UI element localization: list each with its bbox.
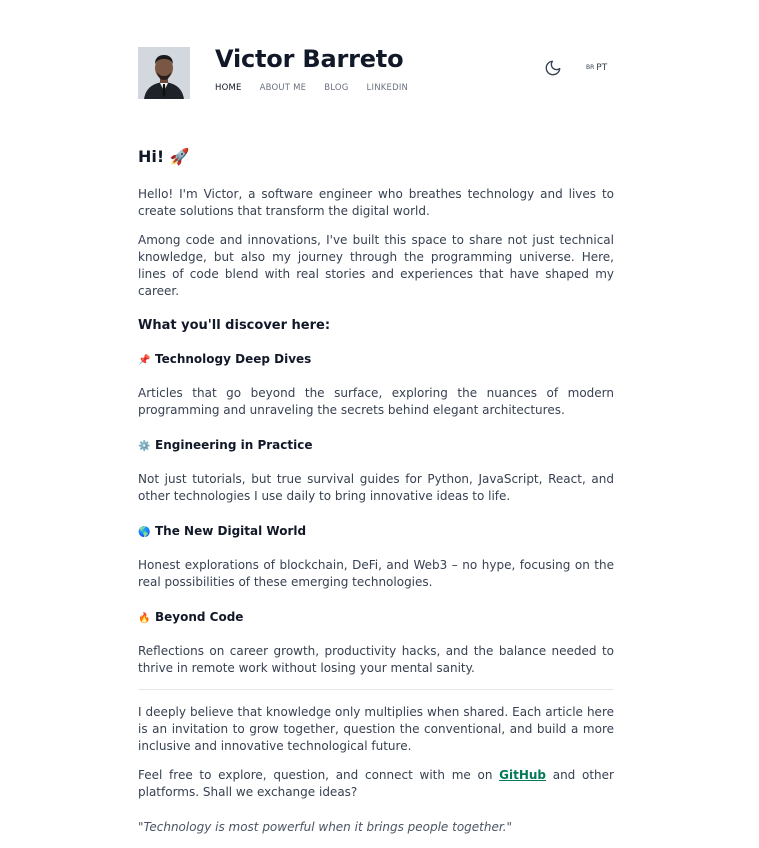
intro-paragraph-2: Among code and innovations, I've built this space to share not just technical knowledge, but also my journey through the programming universe. Here, lines of code blend with real stories and experiences that have shaped my career.: [138, 233, 614, 298]
section-heading-engineering: ⚙️ Engineering in Practice: [138, 438, 313, 452]
site-header: [138, 47, 614, 101]
main-nav: [215, 83, 408, 93]
section-heading-digital-world: 🌎 The New Digital World: [138, 524, 307, 538]
section-heading-beyond-code: 🔥 Beyond Code: [138, 610, 244, 624]
discover-heading: What you'll discover here:: [138, 318, 331, 333]
language-switcher[interactable]: [586, 63, 607, 73]
nav-home[interactable]: HOME: [215, 83, 242, 93]
gear-icon: ⚙️: [138, 441, 151, 452]
github-link[interactable]: GitHub: [499, 768, 547, 782]
site-title[interactable]: Victor Barreto: [215, 45, 404, 73]
greeting-heading: Hi! 🚀: [138, 147, 190, 166]
moon-icon: [544, 59, 562, 77]
intro-paragraph-1: Hello! I'm Victor, a software engineer who breathes technology and lives to create solutions that transform the digital world.: [138, 187, 614, 218]
pushpin-icon: 📌: [138, 355, 151, 366]
profile-photo: [138, 47, 190, 99]
fire-icon: 🔥: [138, 613, 151, 624]
theme-toggle-button[interactable]: [544, 59, 562, 77]
closing-quote: "Technology is most powerful when it brings people together.": [138, 820, 513, 834]
section-text-digital-world: Honest explorations of blockchain, DeFi, and Web3 – no hype, focusing on the real possibilities of these emerging technologies.: [138, 558, 614, 589]
nav-about-me[interactable]: ABOUT ME: [259, 83, 307, 93]
section-text-tech: Articles that go beyond the surface, exploring the nuances of modern programming and unraveling the secrets behind elegant architectures.: [138, 386, 614, 417]
closing-paragraph-2: Feel free to explore, question, and connect with me on GitHub and other platforms. Shall we exchange ideas?: [138, 768, 614, 799]
nav-blog[interactable]: BLOG: [324, 83, 349, 93]
globe-icon: 🌎: [138, 527, 151, 538]
avatar[interactable]: [138, 47, 190, 99]
section-heading-tech: 📌 Technology Deep Dives: [138, 352, 312, 366]
section-text-beyond-code: Reflections on career growth, productivity hacks, and the balance needed to thrive in remote work without losing your mental sanity.: [138, 644, 614, 675]
flag-br-icon: BR: [586, 64, 595, 71]
article-content: [138, 147, 614, 848]
nav-linkedin[interactable]: LINKEDIN: [366, 83, 409, 93]
language-label: PT: [596, 63, 608, 73]
divider: [138, 689, 614, 690]
closing-paragraph-1: I deeply believe that knowledge only multiplies when shared. Each article here is an invitation to grow together, question the conventional, and build a more inclusive and innovative technological future.: [138, 705, 614, 753]
section-text-engineering: Not just tutorials, but true survival guides for Python, JavaScript, React, and other technologies I use daily to bring innovative ideas to life.: [138, 472, 614, 503]
